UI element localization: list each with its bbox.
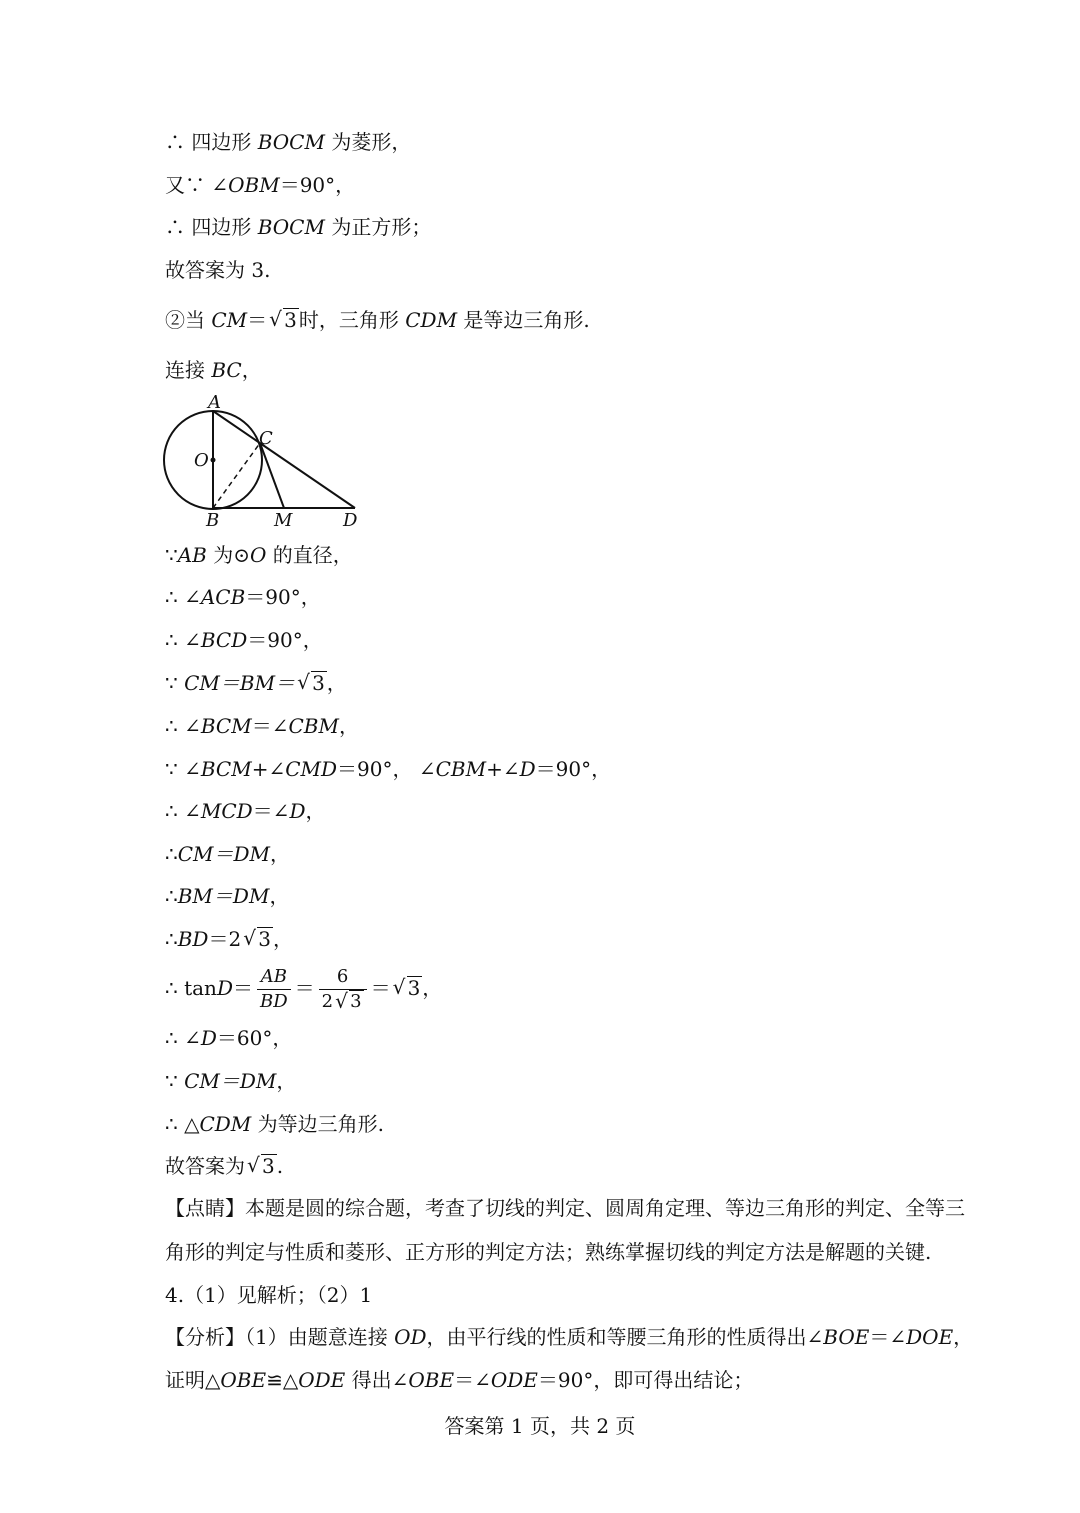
text-line: 连接 BC， <box>165 358 262 382</box>
sqrt-expression: √ 3 <box>393 962 423 1014</box>
sqrt-expression: √ 3 <box>335 990 363 1014</box>
text-line: 故答案为√ 3 . <box>165 1152 283 1180</box>
text-line: ∴ ∠BCM＝∠CBM， <box>165 714 359 738</box>
text-line: ∴ tanD＝ $\frac{AB}{BD}$ ＝ $\frac{6}{2√ 3}$ ＝√ 3 ， <box>165 962 442 1014</box>
label-o: O <box>194 450 209 471</box>
text-line: ②当 CM＝√ 3 时，三角形 CDM 是等边三角形. <box>165 306 590 334</box>
text-line: ∴ 四边形 BOCM 为正方形； <box>165 215 432 239</box>
text-line: 又∵ ∠OBM＝90°， <box>165 173 356 197</box>
text-line: ∴ ∠BCD＝90°， <box>165 628 323 652</box>
segment-cm <box>260 443 284 508</box>
text-line: ∴BM＝DM， <box>165 884 290 908</box>
text-line: ∴ ∠ACB＝90°， <box>165 585 321 609</box>
center-point <box>211 458 216 463</box>
text-line: ∵ CM＝BM＝√ 3 ， <box>165 669 347 697</box>
circle-geometry-figure <box>155 390 370 530</box>
page-footer: 答案第 1 页，共 2 页 <box>444 1414 636 1438</box>
text-line: ∴CM＝DM， <box>165 842 291 866</box>
text-line: ∵AB 为⊙O 的直径， <box>165 543 353 567</box>
fraction-6-2sqrt3: $\frac{6}{2√ 3}$ <box>319 965 367 1014</box>
sqrt-expression: √ 3 <box>269 306 299 334</box>
label-d: D <box>343 510 358 530</box>
sqrt-expression: √ 3 <box>297 669 327 697</box>
text-line: ∵ CM＝DM， <box>165 1069 297 1093</box>
text-line: ∵ ∠BCM+∠CMD＝90°， ∠CBM+∠D＝90°， <box>165 757 612 781</box>
text-line: ∴BD＝2√ 3 ， <box>165 925 293 953</box>
text-line: ∴ △CDM 为等边三角形. <box>165 1112 385 1136</box>
label-b: B <box>206 510 220 530</box>
text-line: 【点睛】本题是圆的综合题，考查了切线的判定、圆周角定理、等边三角形的判定、全等三 <box>165 1196 965 1220</box>
sqrt-expression: √ 3 <box>243 925 273 953</box>
label-c: C <box>259 428 273 449</box>
text-line: ∴ 四边形 BOCM 为菱形， <box>165 130 412 154</box>
fraction-ab-bd: $\frac{AB}{BD}$ <box>257 965 291 1014</box>
text-line: 角形的判定与性质和菱形、正方形的判定方法；熟练掌握切线的判定方法是解题的关键. <box>165 1240 932 1264</box>
text-line: ∴ ∠MCD＝∠D， <box>165 799 326 823</box>
text-line: 【分析】（1）由题意连接 OD，由平行线的性质和等腰三角形的性质得出∠BOE＝∠DOE， <box>165 1325 974 1349</box>
label-a: A <box>208 392 221 413</box>
sqrt-expression: √ 3 <box>247 1152 277 1180</box>
text-line: ∴ ∠D＝60°， <box>165 1026 293 1050</box>
segment-bc-dashed <box>213 443 260 508</box>
text-line: 证明△OBE≌△ODE 得出∠OBE＝∠ODE＝90°，即可得出结论； <box>165 1368 754 1392</box>
label-m: M <box>274 510 293 530</box>
segment-ad <box>213 411 355 508</box>
text-line: 故答案为 3. <box>165 258 271 282</box>
text-line: 4.（1）见解析；（2）1 <box>165 1283 373 1307</box>
